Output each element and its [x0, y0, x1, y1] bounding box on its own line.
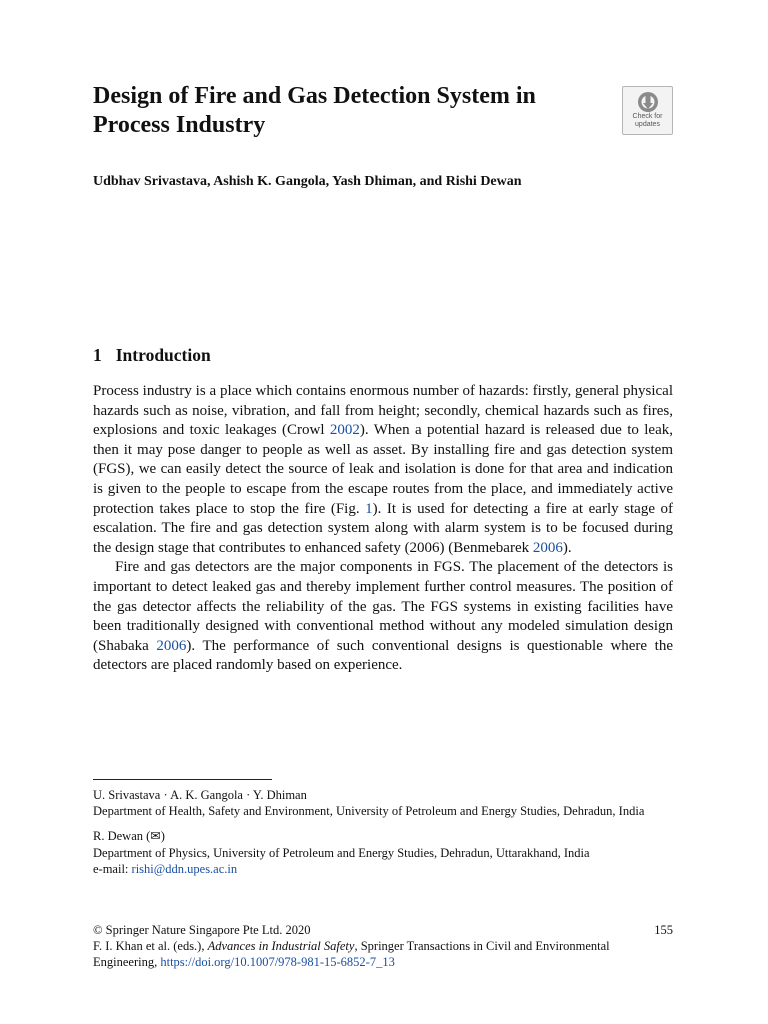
copyright-block: [93, 922, 673, 971]
citation-link-crowl-2002[interactable]: 2002: [329, 422, 360, 439]
citation-link-benmebarek-2006[interactable]: 2006: [532, 539, 563, 556]
paragraph-2: [93, 558, 673, 676]
figure-link-1[interactable]: 1: [365, 500, 373, 517]
affiliation-1-department: Department of Health, Safety and Environment, University of Petroleum and Energy Studies, Dehradun, India: [93, 804, 645, 819]
email-link[interactable]: rishi@ddn.upes.ac.in: [131, 861, 238, 876]
affiliation-1-names: U. Srivastava · A. K. Gangola · Y. Dhiman: [93, 788, 307, 802]
section-heading: [93, 344, 211, 366]
page-number: 155: [654, 923, 673, 937]
paragraph-2-text-a: Fire and gas detectors are the major components in FGS. The placement of the detectors is important to detect leaked gas and thereby implement further control measures. The position of the gas detector affects the reliability of the gas. The FGS systems in existing facilities have been traditionally designed with conventional method without any modeled simulation design (Shabaka: [93, 559, 673, 654]
crossmark-icon: [637, 91, 659, 113]
paragraph-1-text-c: ). It is used for detecting a fire at early stage of escalation. The fire and gas detection system along with alarm system is to be focused during the design stage that contributes to enhanced safety (2006) (Benmebarek: [93, 500, 674, 556]
book-title: Advances in Industrial Safety: [207, 939, 355, 954]
author-list: Udbhav Srivastava, Ashish K. Gangola, Yash Dhiman, and Rishi Dewan: [93, 174, 522, 189]
paper-title: Design of Fire and Gas Detection System in Process Industry: [93, 83, 536, 138]
doi-link[interactable]: https://doi.org/10.1007/978-981-15-6852-7_13: [160, 955, 395, 970]
affiliation-footnote: [93, 787, 673, 877]
email-label: e-mail:: [93, 861, 132, 876]
paragraph-1-text-d: ).: [562, 539, 572, 556]
paragraph-1: [93, 382, 673, 558]
paragraph-1-text-a: Process industry is a place which contains enormous number of hazards: firstly, general physical hazards such as noise, vibration, and fall from height; secondly, chemical hazards such as fires, explosions and toxic leakages (Crowl: [93, 383, 673, 439]
citation-prefix: F. I. Khan et al. (eds.),: [93, 939, 208, 954]
check-for-updates-badge[interactable]: [622, 86, 673, 135]
section-number: 1: [93, 345, 102, 365]
paragraph-1-text-b: ). When a potential hazard is released due to leak, then it may pose danger to people as well as asset. By installing fire and gas detection system (FGS), we can easily detect the source of leak and isolation is done for that area and indication is given to the people to escape from the escape routes from the place, and immediately active protection takes place to stop the fire (Fig.: [93, 422, 673, 517]
paper-page: [93, 0, 673, 1024]
citation-line: [93, 938, 673, 970]
copyright-line: © Springer Nature Singapore Pte Ltd. 2020: [93, 923, 311, 937]
paragraph-2-text-b: ). The performance of such conventional designs is questionable where the detectors are placed randomly based on experience.: [93, 637, 673, 674]
affiliation-2-name: R. Dewan (✉): [93, 829, 165, 844]
badge-label-line1: Check for: [632, 113, 663, 120]
citation-suffix: , Springer Transactions in Civil and Environmental Engineering,: [93, 939, 610, 970]
affiliation-2-department: Department of Physics, University of Petroleum and Energy Studies, Dehradun, Uttarakhand, India: [93, 845, 590, 860]
email-line: [93, 861, 673, 877]
body-text: [93, 382, 673, 676]
badge-label-line2: updates: [635, 121, 660, 128]
citation-link-shabaka-2006[interactable]: 2006: [156, 637, 187, 654]
section-title: Introduction: [115, 345, 211, 365]
footnote-divider: [93, 779, 272, 780]
